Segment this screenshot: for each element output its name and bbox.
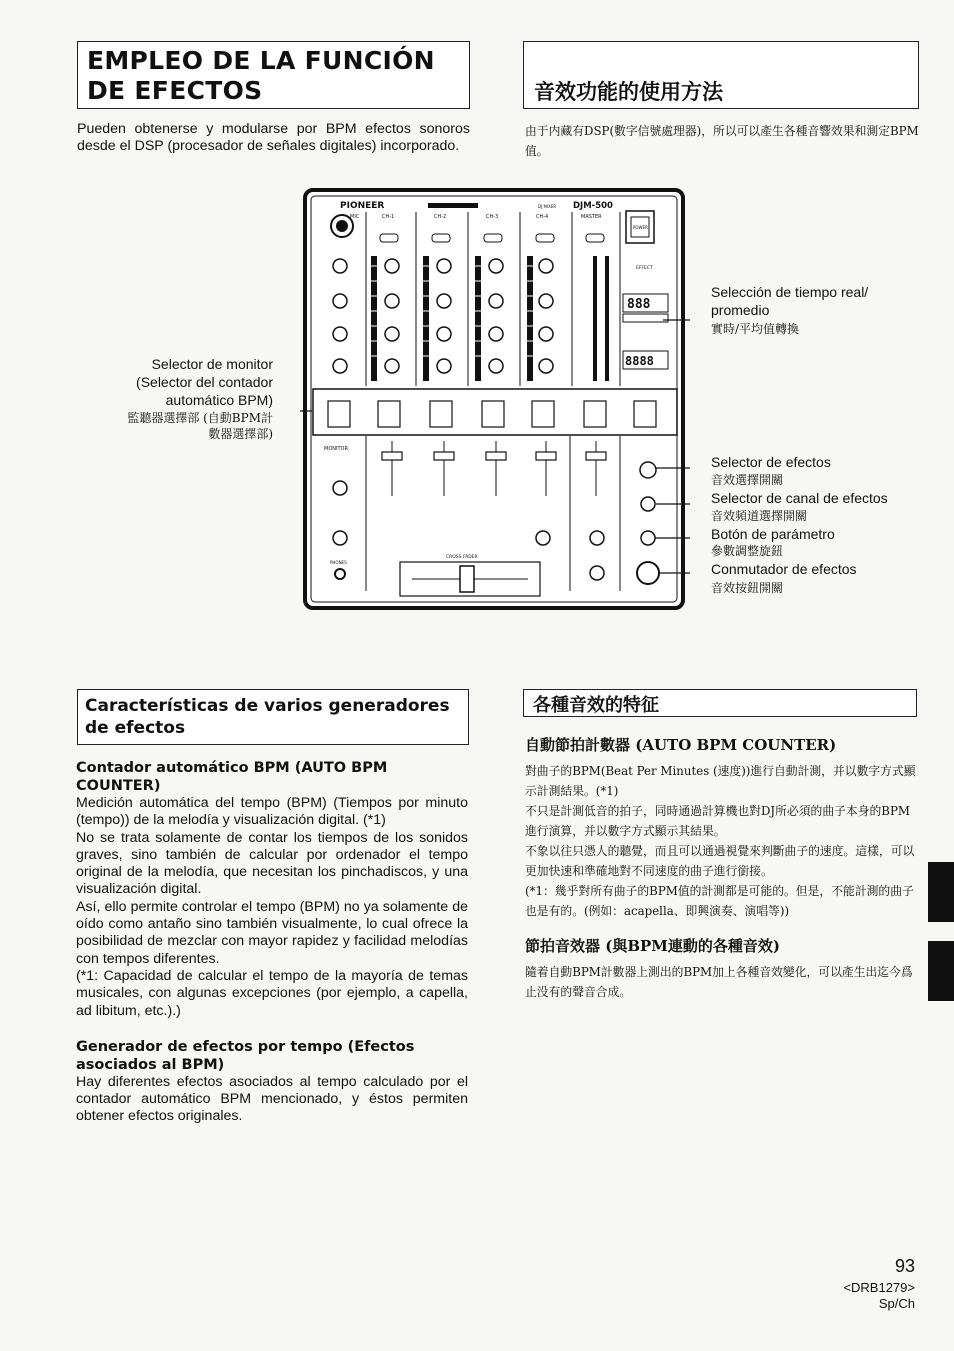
spanish-sub1-p3: Así, ello permite controlar el tempo (BPM) no ya solamente de oído como antaño sino también visualmente, lo cual ofrece la posibilidad de mezclar con mayor rapidez y facilidad melodías con tempos diferentes. bbox=[76, 898, 468, 967]
bpm-display-2: 8888 bbox=[625, 354, 654, 368]
spanish-sub1-heading: Contador automático BPM (AUTO BPM COUNTER) bbox=[76, 760, 388, 794]
channel-label-ch4: CH-4 bbox=[536, 214, 549, 220]
channel-label-mic: MIC bbox=[350, 214, 360, 220]
callout-realtime-average: Selección de tiempo real/ promedio bbox=[711, 284, 869, 318]
callout-effect-switch-ch: 音效按鈕開關 bbox=[711, 581, 784, 595]
brand-label: PIONEER bbox=[340, 201, 385, 211]
callout-effect-selector-ch: 音效選擇開關 bbox=[711, 473, 784, 487]
spanish-page-title: EMPLEO DE LA FUNCIÓN DE EFECTOS bbox=[87, 46, 435, 105]
spanish-sub2-p1: Hay diferentes efectos asociados al tempo calculado por el contador automático BPM mencionado, y éstos permiten obtener efectos originales. bbox=[76, 1073, 468, 1125]
spanish-section-heading: Características de varios generadores de efectos bbox=[85, 696, 450, 738]
monitor-label: MONITOR bbox=[324, 446, 348, 452]
spanish-column bbox=[76, 759, 468, 1126]
bpm-display-1: 888 bbox=[627, 297, 651, 312]
language-code: Sp/Ch bbox=[878, 1296, 915, 1311]
callout-parameter-knob-ch: 參數調整旋鈕 bbox=[711, 544, 784, 558]
chinese-page-title: 音效功能的使用方法 bbox=[534, 79, 723, 104]
channel-label-ch3: CH-3 bbox=[486, 214, 499, 220]
chinese-sub1-note: (*1：幾乎對所有曲子的BPM值的計測都是可能的。但是，不能計測的曲子也是有的。(例如：acapella、即興演奏、演唱等)) bbox=[525, 884, 914, 918]
phones-label: PHONES bbox=[330, 560, 347, 565]
mixer-panel-diagram bbox=[300, 186, 690, 612]
spanish-sub1-p2: No se trata solamente de contar los tiempos de los sonidos graves, sino también de calcular por ordenador el tempo original de la melodía, que necesitan los pinchadiscos, y una visualización digital. bbox=[76, 829, 468, 898]
callout-effect-selector: Selector de efectos bbox=[711, 454, 831, 470]
side-tab-2 bbox=[928, 941, 954, 1001]
callout-monitor-selector-ch: 監聽器選擇部 (自動BPM計數器選擇部) bbox=[127, 411, 273, 441]
chinese-section-box bbox=[523, 689, 917, 717]
chinese-sub1-p3: 不象以往只憑人的聽覺，而且可以通過視覺來判斷曲子的速度。這樣，可以更加快速和準確地對不同速度的曲子進行銜接。 bbox=[525, 844, 915, 878]
chinese-sub1-p1: 對曲子的BPM(Beat Per Minutes (速度))進行自動計測，并以數字方式顯示計測結果。(*1) bbox=[525, 764, 916, 798]
callout-monitor-selector: Selector de monitor (Selector del contador automático BPM) bbox=[136, 356, 273, 408]
chinese-sub2-heading: 節拍音效器 (與BPM連動的各種音效) bbox=[525, 937, 780, 955]
chinese-sub1-p2: 不只是計測低音的拍子，同時通過計算機也對DJ所必須的曲子本身的BPM進行演算，并以數字方式顯示其結果。 bbox=[525, 804, 910, 838]
spanish-sub1-p1: Medición automática del tempo (BPM) (Tiempos por minuto (tempo)) de la melodía y visualización digital. (*1) bbox=[76, 795, 468, 829]
document-code: <DRB1279> bbox=[843, 1280, 915, 1295]
chinese-sub1-heading: 自動節拍計數器 (AUTO BPM COUNTER) bbox=[525, 736, 837, 754]
model-prefix: DJ MIXER bbox=[538, 204, 557, 209]
spanish-title-box bbox=[77, 41, 470, 109]
callout-effect-switch: Conmutador de efectos bbox=[711, 561, 857, 577]
chinese-intro: 由于内藏有DSP(數字信號處理器)，所以可以產生各種音響效果和測定BPM值。 bbox=[525, 124, 919, 158]
page-number: 93 bbox=[894, 1256, 915, 1276]
spanish-intro: Pueden obtenerse y modularse por BPM efectos sonoros desde el DSP (procesador de señales digitales) incorporado. bbox=[77, 121, 470, 155]
effect-label: EFFECT bbox=[636, 266, 653, 271]
channel-label-master: MASTER bbox=[581, 214, 602, 220]
channel-label-ch1: CH-1 bbox=[382, 214, 395, 220]
callout-effect-channel-selector-ch: 音效頻道選擇開關 bbox=[711, 509, 808, 523]
chinese-title-box bbox=[523, 41, 919, 109]
cross-fader-label: CROSS FADER bbox=[446, 555, 478, 560]
spanish-sub1-note: (*1: Capacidad de calcular el tempo de la mayoría de temas musicales, con algunas excepciones (por ejemplo, a capella, ad libitum, etc.).) bbox=[76, 967, 468, 1019]
chinese-section-heading: 各種音效的特征 bbox=[533, 695, 659, 716]
chinese-column bbox=[525, 734, 920, 1002]
channel-label-ch2: CH-2 bbox=[434, 214, 447, 220]
callout-effect-channel-selector: Selector de canal de efectos bbox=[711, 490, 888, 506]
model-label: DJM-500 bbox=[573, 201, 613, 211]
side-tab-1 bbox=[928, 862, 954, 922]
chinese-sub2-p1: 隨着自動BPM計數器上測出的BPM加上各種音效變化，可以產生出迄今爲止没有的聲音合成。 bbox=[525, 965, 913, 999]
spanish-sub2-heading: Generador de efectos por tempo (Efectos asociados al BPM) bbox=[76, 1038, 415, 1073]
spanish-section-box bbox=[77, 689, 469, 745]
callout-parameter-knob: Botón de parámetro bbox=[711, 526, 835, 542]
callout-realtime-average-ch: 實時/平均值轉換 bbox=[711, 322, 800, 336]
power-label: POWER bbox=[633, 225, 648, 230]
